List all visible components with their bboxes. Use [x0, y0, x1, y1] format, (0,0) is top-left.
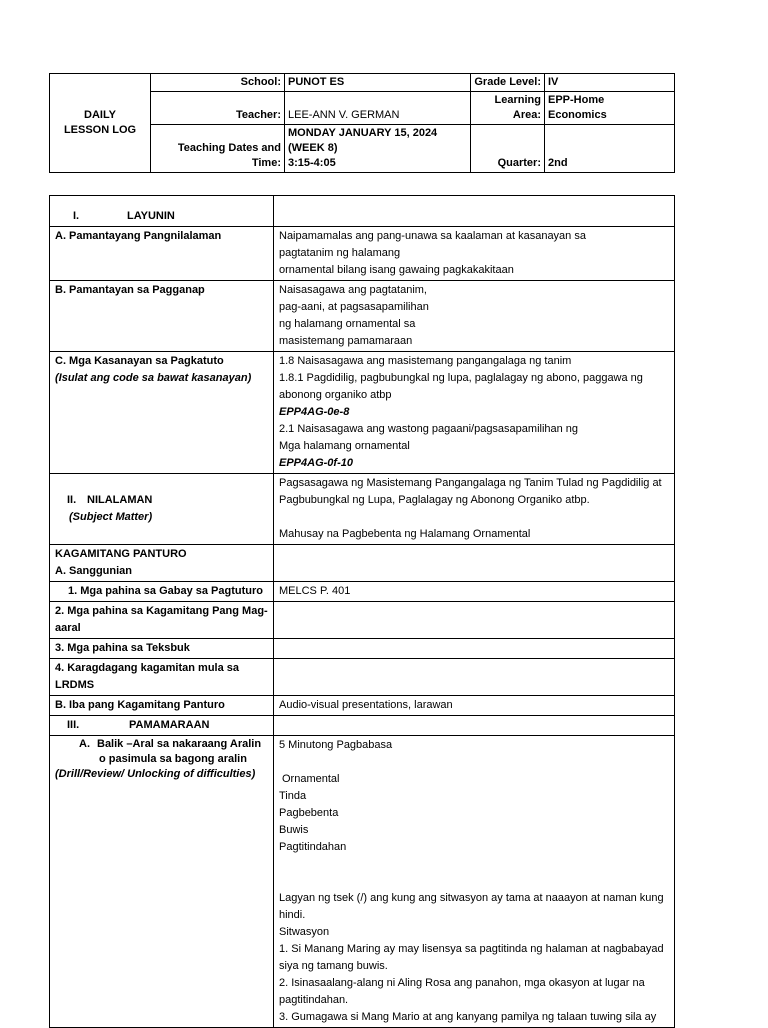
table-row: [50, 582, 675, 602]
teacher-value: LEE-ANN V. GERMAN: [285, 92, 471, 125]
table-row: [50, 696, 675, 716]
quarter-value: 2nd: [545, 125, 675, 173]
lrdms-label: 4. Karagdagang kagamitan mula sa LRDMS: [50, 659, 274, 696]
word-item: Tinda: [279, 790, 307, 802]
table-row: [50, 659, 675, 696]
lesson-plan-table: [49, 195, 675, 1028]
grade-level-label: Grade Level:: [471, 74, 545, 92]
nilalaman-heading: II. NILALAMAN (Subject Matter): [50, 474, 274, 545]
code-1: EPP4AG-0e-8: [279, 406, 350, 418]
iba-pang-kagamitan-value: Audio-visual presentations, larawan: [274, 696, 675, 716]
teaching-dates-value: MONDAY JANUARY 15, 2024 (WEEK 8) 3:15-4:05: [285, 125, 471, 173]
situation-2: 2. Isinasaalang-alang ni Aling Rosa ang panahon, mga okasyon at lugar na pagtitindahan.: [279, 977, 645, 1006]
table-row: [50, 545, 675, 582]
school-value: PUNOT ES: [285, 74, 471, 92]
pamamaraan-heading: III. PAMAMARAAN: [50, 716, 274, 736]
situation-3: 3. Gumagawa si Mang Mario at ang kanyang pamilya ng talaan tuwing sila ay: [279, 1011, 657, 1023]
balik-aral-value: 5 Minutong Pagbabasa Ornamental Tinda Pagbebenta Buwis Pagtitindahan Lagyan ng tsek (/) ang kung ang sitwasyon ay tama at naaayon at naman kung hindi. Sitwasyon 1. Si Manang Maring ay may lisensya sa pagtitinda ng halaman at nagbabayad siya ng tamang buwis. 2. Isinasaalang-alang ni Aling Rosa ang panahon, mga okasyon at lugar na pagtitindahan. 3. Gumagawa si Mang Mario at ang kanyang pamilya ng talaan tuwing sila ay: [274, 736, 675, 1028]
school-label: School:: [151, 74, 285, 92]
table-row: [50, 474, 675, 545]
grade-level-value: IV: [545, 74, 675, 92]
gabay-sa-pagtuturo-value: MELCS P. 401: [274, 582, 675, 602]
daily-lesson-log-title: DAILY LESSON LOG: [50, 74, 151, 173]
table-row: [50, 602, 675, 639]
table-row: [50, 196, 675, 227]
code-2: EPP4AG-0f-10: [279, 457, 353, 469]
gabay-sa-pagtuturo-label: 1. Mga pahina sa Gabay sa Pagtuturo: [50, 582, 274, 602]
nilalaman-value: Pagsasagawa ng Masistemang Pangangalaga ng Tanim Tulad ng Pagdidilig at Pagbubungkal ng Lupa, Paglalagay ng Abonong Organiko atbp. Mahusay na Pagbebenta ng Halamang Ornamental: [274, 474, 675, 545]
table-row: [50, 736, 675, 1028]
table-row: [50, 716, 675, 736]
quarter-label: Quarter:: [471, 125, 545, 173]
pamantayan-sa-pagganap-label: B. Pamantayan sa Pagganap: [50, 281, 274, 352]
table-row: [50, 281, 675, 352]
balik-aral-label: A. Balik –Aral sa nakaraang Aralin o pasimula sa bagong aralin (Drill/Review/ Unlocking of difficulties): [50, 736, 274, 1028]
learning-area-value: EPP-Home Economics: [545, 92, 675, 125]
kagamitang-pang-mag-aaral-label: 2. Mga pahina sa Kagamitang Pang Mag-aaral: [50, 602, 274, 639]
learning-area-label: Learning Area:: [471, 92, 545, 125]
table-row: [50, 227, 675, 281]
teksbuk-label: 3. Mga pahina sa Teksbuk: [50, 639, 274, 659]
teacher-label: Teacher:: [151, 92, 285, 125]
table-row: [50, 639, 675, 659]
layunin-heading: I. LAYUNIN: [50, 196, 274, 227]
word-item: Pagtitindahan: [279, 841, 347, 853]
header-table: [49, 73, 675, 173]
mga-kasanayan-value: 1.8 Naisasagawa ang masistemang pangangalaga ng tanim 1.8.1 Pagdidilig, pagbubungkal ng lupa, paglalagay ng abono, paggawa ng abonong organiko atbp EPP4AG-0e-8 2.1 Naisasagawa ang wastong pagaani/pagsasapamilihan ng Mga halamang ornamental EPP4AG-0f-10: [274, 352, 675, 474]
kagamitang-panturo-heading: KAGAMITANG PANTURO A. Sanggunian: [50, 545, 274, 582]
pamantayang-pangnilalaman-label: A. Pamantayang Pangnilalaman: [50, 227, 274, 281]
mga-kasanayan-label: C. Mga Kasanayan sa Pagkatuto (Isulat ang code sa bawat kasanayan): [50, 352, 274, 474]
word-item: Pagbebenta: [279, 807, 339, 819]
pamantayang-pangnilalaman-value: Naipamamalas ang pang-unawa sa kaalaman at kasanayan sa pagtatanim ng halamang ornamental bilang isang gawaing pagkakakitaan: [274, 227, 675, 281]
situation-1: 1. Si Manang Maring ay may lisensya sa pagtitinda ng halaman at nagbabayad siya ng tamang buwis.: [279, 943, 664, 972]
table-row: [50, 352, 675, 474]
word-item: Buwis: [279, 824, 309, 836]
word-item: Ornamental: [282, 773, 340, 785]
teaching-dates-label: Teaching Dates and Time:: [151, 125, 285, 173]
pamantayan-sa-pagganap-value: Naisasagawa ang pagtatanim, pag-aani, at pagsasapamilihan ng halamang ornamental sa masistemang pamamaraan: [274, 281, 675, 352]
instruction-text: Lagyan ng tsek (/) ang kung ang sitwasyon ay tama at naaayon at naman kung hindi.: [279, 892, 664, 921]
iba-pang-kagamitan-label: B. Iba pang Kagamitang Panturo: [50, 696, 274, 716]
